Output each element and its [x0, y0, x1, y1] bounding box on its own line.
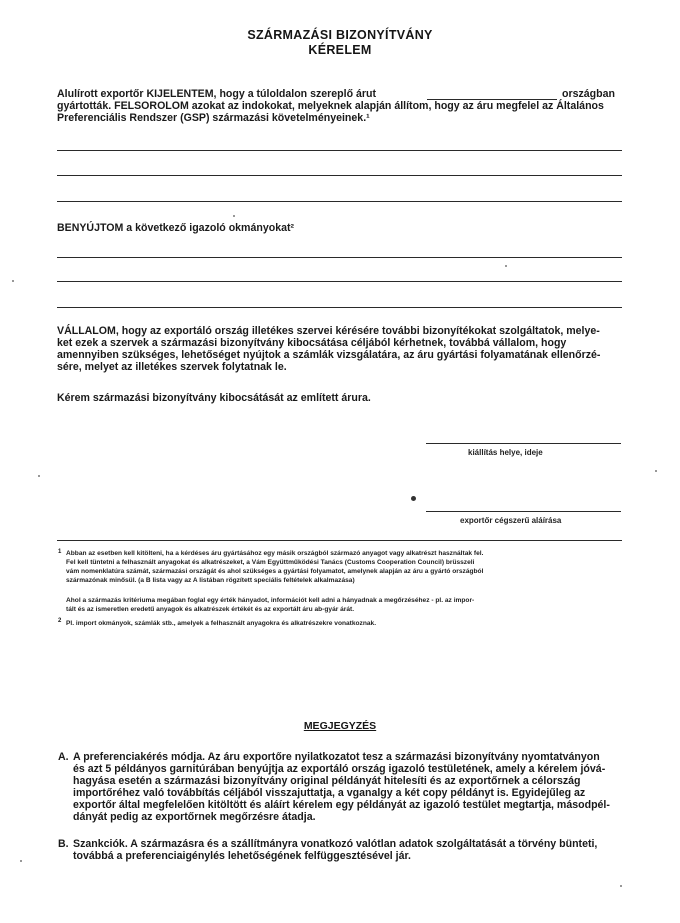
remark-b-line: Szankciók. A származásra és a szállítmányra vonatkozó valótlan adatok szolgáltatását a törvény bünteti,	[73, 838, 598, 850]
remark-a-line: és azt 5 példányos garnitúrában benyújtja az exportáló ország igazoló testületének, amely a kérelem jóvá-	[73, 763, 606, 775]
remark-a-line: importőréhez való továbbítás céljából visszajuttatja, a vganalgy a két copy példányt is. Egyidejűleg az	[73, 787, 586, 799]
documents-line	[57, 257, 622, 258]
undertaking-line-3: amennyiben szükséges, lehetőséget nyújtok a számlák vizsgálatára, az áru gyártási folyamatának ellenőrzé-	[57, 349, 601, 361]
footnote-1-line: vám nomenklatúra számát, származási országát és ahol szükséges a gyártási folyamatot, amelynek alapján az áru a gyártó országból	[66, 568, 484, 575]
footnote-1-line: Fel kell tüntetni a felhasznált anyagokat és alkatrészeket, a Vám Együttműködési Tanács (Customs Cooperation Council) brüsszeli	[66, 559, 475, 566]
footnote-2-mark: 2	[58, 618, 62, 624]
signature-line	[426, 511, 621, 512]
stamp-mark	[411, 496, 416, 501]
remark-a-line: dányát pedig az exportőrnek megőrzésre átadja.	[73, 811, 316, 823]
remark-b-line: továbbá a preferenciaigénylés lehetőségének felfüggesztésével jár.	[73, 850, 411, 862]
declaration-line-1: Alulírott exportőr KIJELENTEM, hogy a túloldalon szereplő árut	[57, 88, 377, 100]
undertaking-line-1: VÁLLALOM, hogy az exportáló ország illetékes szervei kérésére további bizonyítékokat szolgáltatok, melye-	[57, 325, 600, 337]
scan-speck	[233, 215, 235, 217]
reasons-line	[57, 201, 622, 202]
documents-line	[57, 281, 622, 282]
undertaking-line-4: sére, melyet az illetékes szervek folytatnak le.	[57, 361, 287, 373]
reasons-line	[57, 150, 622, 151]
scan-speck	[38, 475, 40, 477]
scan-speck	[655, 470, 657, 472]
footnote-1-mark: 1	[58, 549, 62, 555]
scan-speck	[20, 860, 22, 862]
footnote-1b-line: tált és az ismeretlen eredetű anyagok és alkatrészek értékét és az exportált áru ab-gyár árát.	[66, 606, 355, 613]
footnote-1-line: származónak minősül. (a B lista vagy az A listában rögzített speciális feltételek alkalmazása)	[66, 577, 355, 584]
remarks-heading	[0, 720, 680, 732]
declaration-line-1-end: országban	[562, 88, 615, 100]
undertaking-line-2: ket ezek a szervek a származási bizonyítvány kibocsátása céljából kérhetnek, továbbá vállalom, hogy	[57, 337, 567, 349]
place-date-label: kiállítás helye, ideje	[468, 448, 543, 457]
scan-speck	[620, 885, 622, 887]
footnote-separator	[57, 540, 622, 541]
remark-a-line: exportőr által megfelelően kitöltött és aláírt kérelem egy példányát az igazoló testület megtartja, másodpél-	[73, 799, 610, 811]
footnote-1b-line: Ahol a származás kritériuma megában foglal egy érték hányadot, információt kell adni a hányadnak a megőrzéséhez - pl. az impor-	[66, 597, 475, 604]
signature-label: exportőr cégszerű aláírása	[460, 516, 562, 525]
remarks-heading-text: MEGJEGYZÉS	[303, 720, 377, 732]
footnote-1-line: Abban az esetben kell kitölteni, ha a kérdéses áru gyártásához egy másik országból származó anyagot vagy alkatrészt használtak fel.	[66, 550, 484, 557]
remark-a-label: A.	[58, 751, 69, 763]
declaration-line-3: Preferenciális Rendszer (GSP) származási követelményeinek.¹	[57, 112, 370, 124]
document-title: SZÁRMAZÁSI BIZONYÍTVÁNY	[247, 28, 433, 42]
declaration-line-2: gyártották. FELSOROLOM azokat az indokokat, melyeknek alapján állítom, hogy az áru megfelel az Általános	[57, 100, 604, 112]
document-subtitle: KÉRELEM	[308, 43, 372, 57]
remark-a-line: A preferenciakérés módja. Az áru exportőre nyilatkozatot tesz a származási bizonyítvány nyomtatványon	[73, 751, 600, 763]
request-text: Kérem származási bizonyítvány kibocsátását az említett árura.	[57, 392, 371, 404]
documents-line	[57, 307, 622, 308]
place-date-line	[426, 443, 621, 444]
remark-a-line: hagyása esetén a származási bizonyítvány original példányát hitelesíti és az exportőrnek a célország	[73, 775, 581, 787]
remark-b-label: B.	[58, 838, 69, 850]
documents-label: BENYÚJTOM a következő igazoló okmányokat²	[57, 222, 295, 234]
reasons-line	[57, 175, 622, 176]
scan-speck	[505, 265, 507, 267]
footnote-2-line: Pl. import okmányok, számlák stb., amelyek a felhasznált anyagokra és alkatrészekre vonatkoznak.	[66, 620, 377, 627]
scan-speck	[12, 280, 14, 282]
